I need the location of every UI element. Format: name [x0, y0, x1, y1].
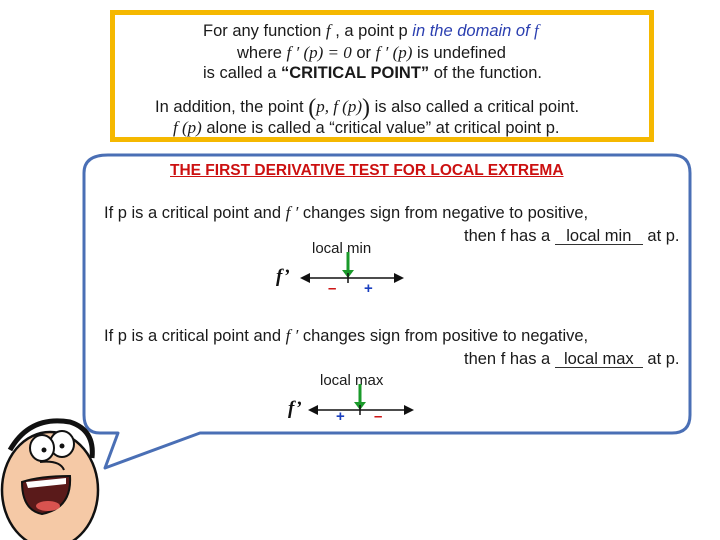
left-arrow-icon: [308, 405, 318, 415]
case1-line-1: [104, 203, 588, 223]
domain-phrase: in the domain of: [412, 22, 530, 40]
function-symbol: f: [325, 21, 331, 40]
case2-line-2: [464, 350, 680, 369]
definition-text: is also called a critical point.: [370, 98, 580, 116]
pupil-right: [60, 444, 65, 449]
sign-right: –: [374, 408, 383, 425]
case-text: changes sign from positive to negative,: [298, 327, 589, 345]
case-text: If p is a critical point and: [104, 204, 286, 222]
sign-diagram-1: [300, 248, 410, 298]
answer-local-max: local max: [563, 350, 634, 368]
case-text: If p is a critical point and: [104, 327, 286, 345]
critical-point-term: “CRITICAL POINT”: [280, 64, 430, 82]
right-arrow-icon: [404, 405, 414, 415]
definition-text: is undefined: [412, 44, 506, 62]
definition-text: In addition, the point: [155, 98, 309, 116]
cartoon-character-icon: [0, 410, 110, 540]
tongue: [36, 501, 60, 511]
diagram-label-local-min: local min: [312, 240, 372, 257]
pupil-left: [42, 448, 47, 453]
case1-line-2: [464, 227, 680, 246]
sign-diagram-2: [308, 380, 418, 430]
case2-line-1: [104, 326, 588, 346]
open-paren: (: [308, 95, 317, 121]
answer-blank: [555, 351, 643, 368]
case-text: then f has a: [464, 227, 555, 245]
definition-text: For any function: [203, 22, 326, 40]
definition-text: is called a: [203, 64, 281, 82]
sign-right: +: [364, 280, 373, 297]
function-symbol: f: [529, 21, 539, 40]
derivative-zero-expression: f ′ (p) = 0: [286, 43, 352, 62]
left-arrow-icon: [300, 273, 310, 283]
diagram-label-local-max: local max: [320, 372, 384, 389]
definition-text: of the function.: [429, 64, 542, 82]
test-title: THE FIRST DERIVATIVE TEST FOR LOCAL EXTREMA: [170, 162, 564, 179]
case-text: at p.: [642, 227, 680, 245]
definition-text: where: [237, 44, 287, 62]
sign-left: –: [328, 280, 337, 297]
answer-local-min: local min: [566, 227, 632, 245]
right-arrow-icon: [394, 273, 404, 283]
definition-text: , a point p: [330, 22, 413, 40]
answer-blank: [555, 228, 643, 245]
eye-left: [30, 435, 54, 461]
case-text: at p.: [642, 350, 680, 368]
value-expression: f (p): [173, 118, 202, 137]
sign-left: +: [336, 408, 345, 425]
case-text: then f has a: [464, 350, 555, 368]
derivative-symbol: f ′: [285, 326, 299, 345]
fprime-label: f’: [288, 398, 302, 419]
close-paren: ): [362, 95, 370, 121]
fprime-label: f’: [276, 266, 290, 287]
point-expression: p, f (p): [316, 97, 362, 116]
case-text: changes sign from negative to positive,: [298, 204, 589, 222]
definition-text: alone is called a “critical value” at critical point p.: [201, 119, 560, 137]
derivative-symbol: f ′: [285, 203, 299, 222]
definition-text: or: [351, 44, 376, 62]
derivative-expression: f ′ (p): [375, 43, 413, 62]
